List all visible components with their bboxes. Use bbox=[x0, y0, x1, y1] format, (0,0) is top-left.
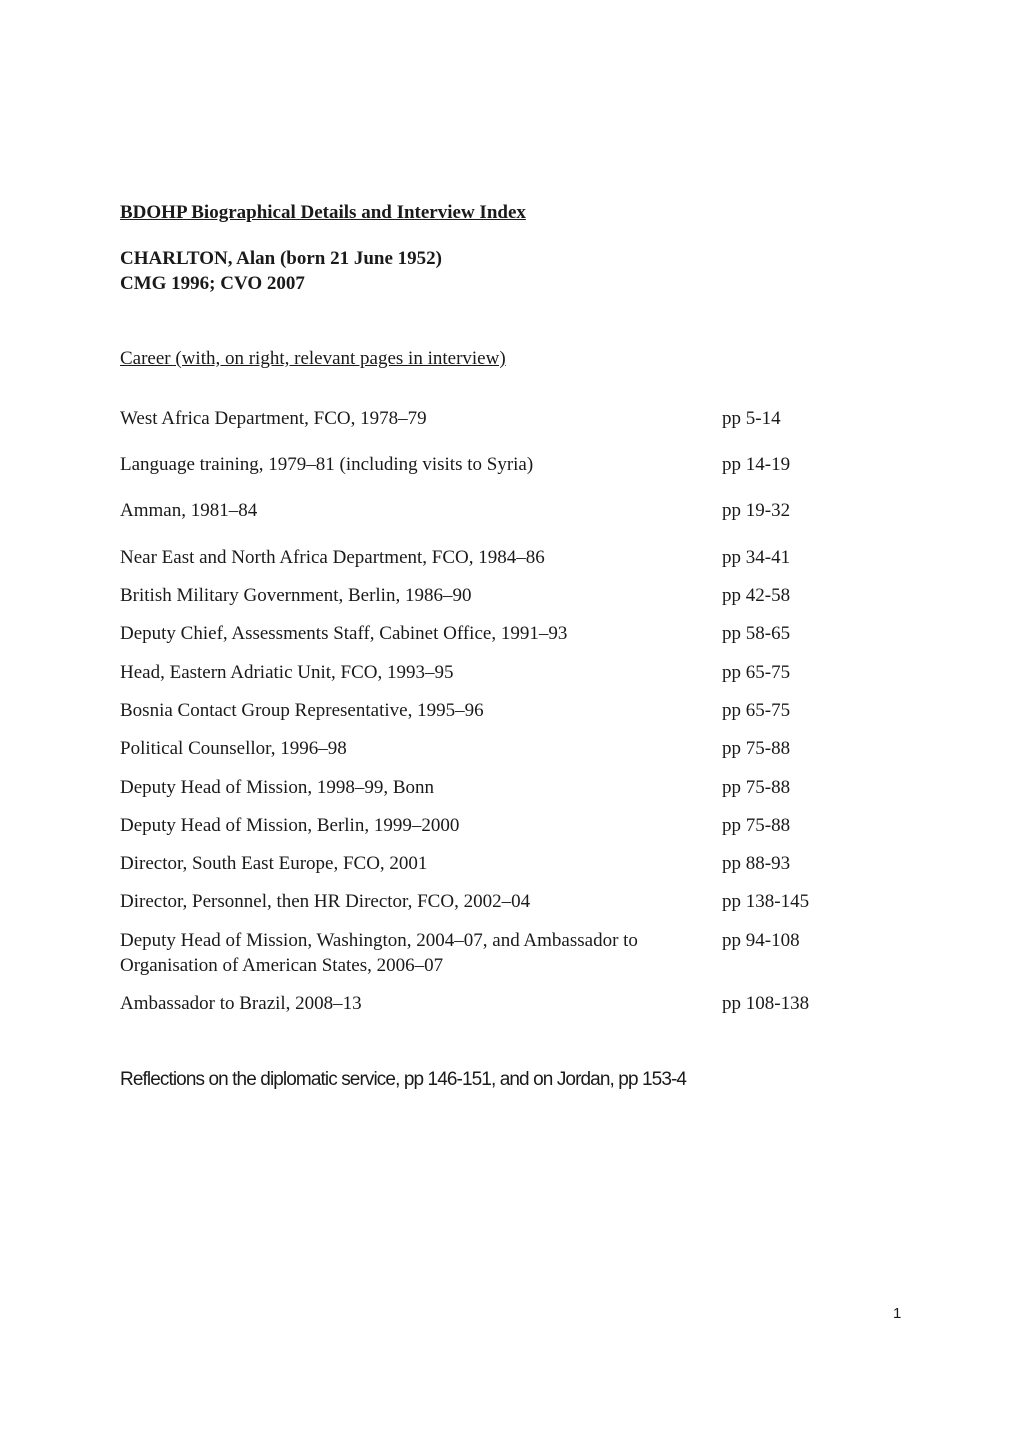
career-role: West Africa Department, FCO, 1978–79 bbox=[120, 408, 427, 429]
reflections-note: Reflections on the diplomatic service, pp 146-151, and on Jordan, pp 153-4 bbox=[120, 1069, 687, 1090]
career-pages: pp 58-65 bbox=[722, 623, 791, 644]
career-role: Deputy Head of Mission, Berlin, 1999–2000 bbox=[120, 815, 460, 836]
career-pages: pp 108-138 bbox=[722, 993, 810, 1014]
career-role: Deputy Chief, Assessments Staff, Cabinet Office, 1991–93 bbox=[120, 623, 568, 644]
career-role: Bosnia Contact Group Representative, 1995–96 bbox=[120, 700, 484, 721]
career-pages: pp 75-88 bbox=[722, 738, 791, 759]
career-pages: pp 5-14 bbox=[722, 408, 781, 429]
career-pages: pp 88-93 bbox=[722, 853, 791, 874]
career-role: Political Counsellor, 1996–98 bbox=[120, 738, 347, 759]
career-role: Head, Eastern Adriatic Unit, FCO, 1993–95 bbox=[120, 662, 454, 683]
career-pages: pp 14-19 bbox=[722, 454, 791, 475]
career-role: Director, South East Europe, FCO, 2001 bbox=[120, 853, 428, 874]
subject-honours: CMG 1996; CVO 2007 bbox=[120, 273, 305, 294]
career-role: Language training, 1979–81 (including visits to Syria) bbox=[120, 454, 534, 475]
career-pages: pp 138-145 bbox=[722, 891, 810, 912]
subject-name: CHARLTON, Alan (born 21 June 1952) bbox=[120, 248, 443, 269]
career-role: Amman, 1981–84 bbox=[120, 500, 258, 521]
career-pages: pp 19-32 bbox=[722, 500, 791, 521]
career-pages: pp 65-75 bbox=[722, 700, 791, 721]
career-heading: Career (with, on right, relevant pages in interview) bbox=[120, 348, 506, 369]
page-number: 1 bbox=[893, 1305, 902, 1322]
career-role: Ambassador to Brazil, 2008–13 bbox=[120, 993, 362, 1014]
career-pages: pp 75-88 bbox=[722, 815, 791, 836]
career-pages: pp 34-41 bbox=[722, 547, 791, 568]
career-role: Near East and North Africa Department, FCO, 1984–86 bbox=[120, 547, 545, 568]
career-pages: pp 65-75 bbox=[722, 662, 791, 683]
career-role: Deputy Head of Mission, Washington, 2004–07, and Ambassador to Organisation of American States, 2006–07 bbox=[120, 930, 638, 976]
career-pages: pp 75-88 bbox=[722, 777, 791, 798]
career-role: Director, Personnel, then HR Director, FCO, 2002–04 bbox=[120, 891, 531, 912]
career-role: British Military Government, Berlin, 1986–90 bbox=[120, 585, 472, 606]
document-title: BDOHP Biographical Details and Interview Index bbox=[120, 202, 526, 223]
career-pages: pp 94-108 bbox=[722, 930, 800, 951]
career-role: Deputy Head of Mission, 1998–99, Bonn bbox=[120, 777, 435, 798]
career-pages: pp 42-58 bbox=[722, 585, 791, 606]
